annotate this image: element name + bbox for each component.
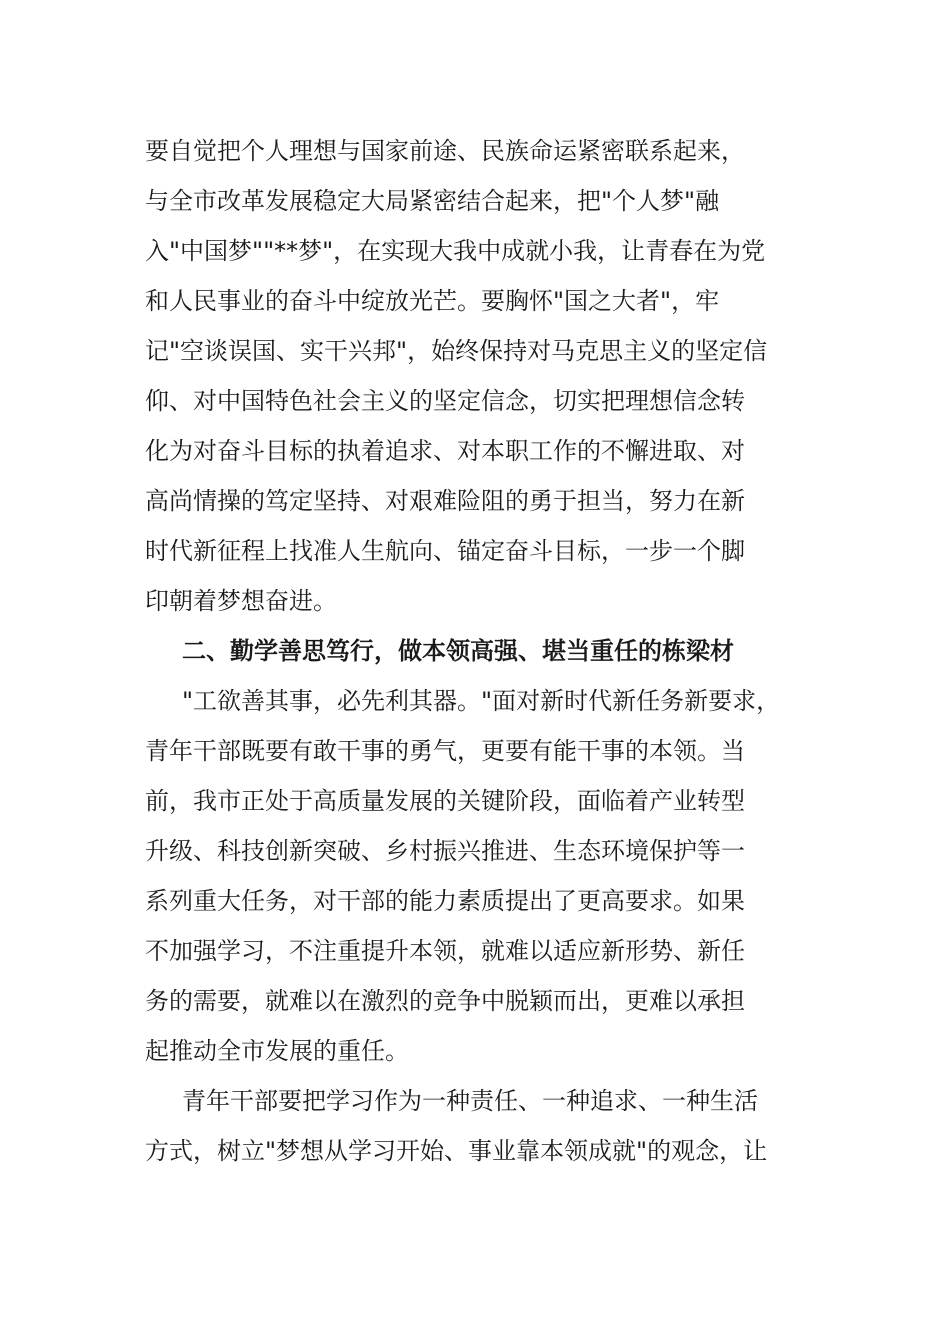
text-line: 化为对奋斗目标的执着追求、对本职工作的不懈进取、对 xyxy=(145,437,745,465)
text-line: 入"中国梦""**梦"，在实现大我中成就小我，让青春在为党 xyxy=(145,237,766,265)
text-line: 升级、科技创新突破、乡村振兴推进、生态环境保护等一 xyxy=(145,837,745,865)
text-line: 时代新征程上找准人生航向、锚定奋斗目标，一步一个脚 xyxy=(145,537,745,565)
text-line: 与全市改革发展稳定大局紧密结合起来，把"个人梦"融 xyxy=(145,187,720,215)
text-line: 不加强学习，不注重提升本领，就难以适应新形势、新任 xyxy=(145,937,745,965)
text-line: 仰、对中国特色社会主义的坚定信念，切实把理想信念转 xyxy=(145,387,745,415)
text-line: 务的需要，就难以在激烈的竞争中脱颖而出，更难以承担 xyxy=(145,987,745,1015)
text-line: 前，我市正处于高质量发展的关键阶段，面临着产业转型 xyxy=(145,787,745,815)
text-line: 青年干部要把学习作为一种责任、一种追求、一种生活 xyxy=(182,1087,758,1115)
text-line: 记"空谈误国、实干兴邦"，始终保持对马克思主义的坚定信 xyxy=(145,337,768,365)
text-line: "工欲善其事，必先利其器。"面对新时代新任务新要求， xyxy=(182,687,781,715)
text-line: 起推动全市发展的重任。 xyxy=(145,1037,409,1065)
body-text xyxy=(145,126,825,1176)
text-line: 和人民事业的奋斗中绽放光芒。要胸怀"国之大者"，牢 xyxy=(145,287,720,315)
text-line: 印朝着梦想奋进。 xyxy=(145,587,337,615)
text-line: 要自觉把个人理想与国家前途、民族命运紧密联系起来， xyxy=(145,137,745,165)
text-line: 方式，树立"梦想从学习开始、事业靠本领成就"的观念，让 xyxy=(145,1137,768,1165)
text-line: 高尚情操的笃定坚持、对艰难险阻的勇于担当，努力在新 xyxy=(145,487,745,515)
section-heading: 二、勤学善思笃行，做本领高强、堪当重任的栋梁材 xyxy=(182,637,734,665)
text-line: 青年干部既要有敢干事的勇气，更要有能干事的本领。当 xyxy=(145,737,745,765)
text-line: 系列重大任务，对干部的能力素质提出了更高要求。如果 xyxy=(145,887,745,915)
